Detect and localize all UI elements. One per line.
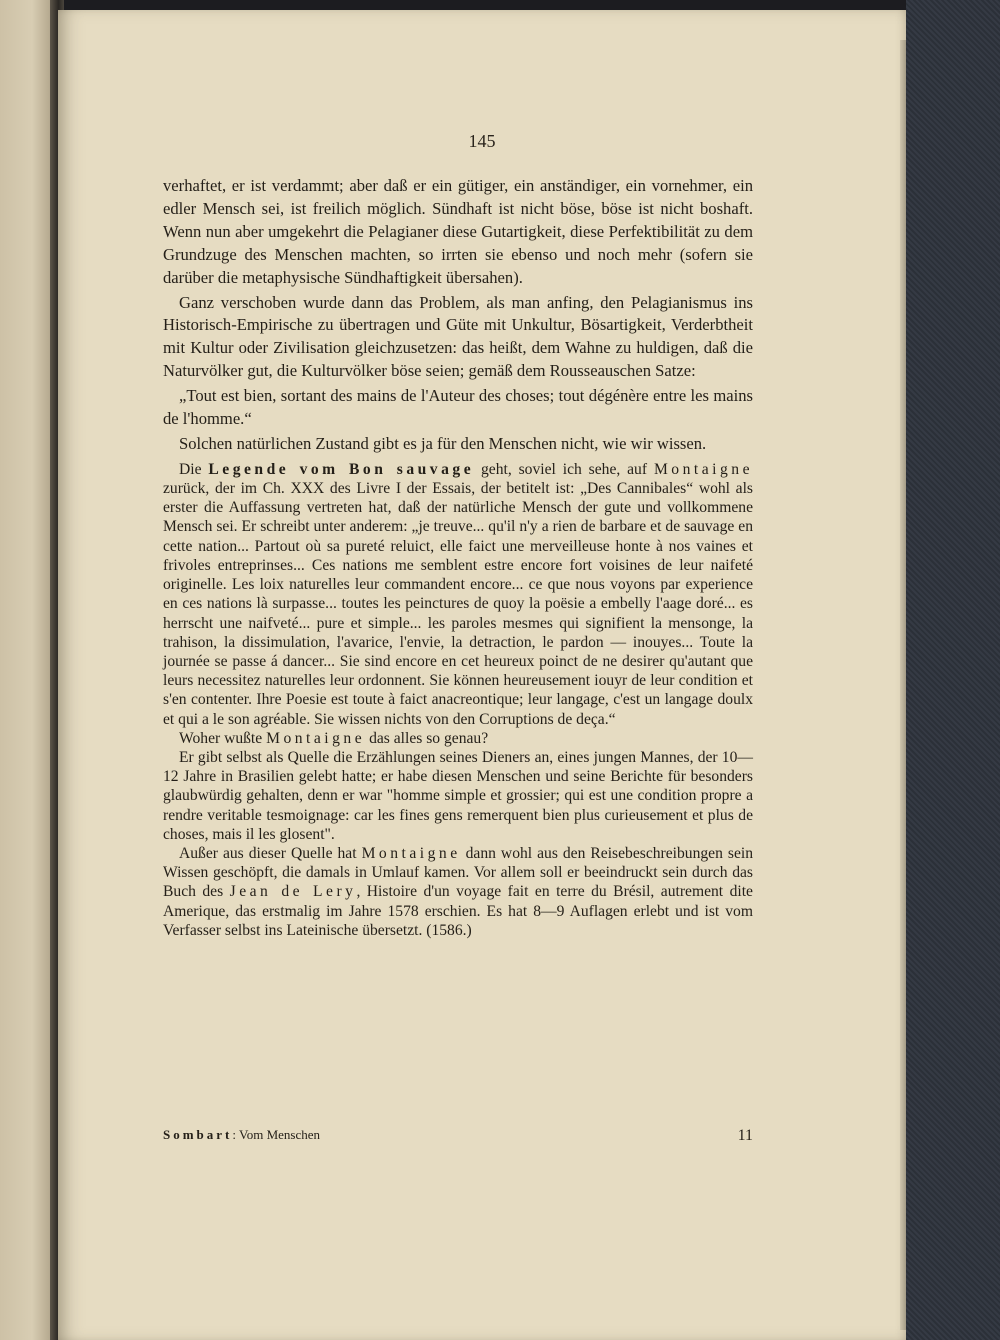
author-montaigne: Montaigne [266, 729, 366, 747]
p8-rest: , Histoire d'un voyage fait en terre du Brésil, autrement dite Amerique, das erstmalig im Jahre 1578 erschien. Es hat 8—9 Auflagen erlebt und ist vom Verfasser selbst ins Lateinische übersetzt. (1586.) [163, 883, 753, 939]
paragraph-4: Solchen natürlichen Zustand gibt es ja für den Menschen nicht, wie wir wissen. [179, 433, 707, 453]
page-number: 145 [468, 131, 496, 151]
p5-rest: zurück, der im Ch. XXX des Livre I der Essais, der betitelt ist: „Des Cannibales“ wohl als erster die Auffassung vertreten hat, daß der natürliche Mensch der gute und vollkommene Mensch sei. Er schreibt unter anderem: „je treuve... qu'il n'y a rien de barbare et de sauvage en cette nation... Partout où sa pureté reluict, elle faict une merveilleuse honte à nos vaines et frivoles entreprinses... Ces nations me semblent estre encore fort voisines de leur naifeté originelle. Les loix naturelles leur commandent encore... ce que nous voyons par experience en ces nations là surpasse... toutes les peinctures de quoy la poësie a embelly l'aage doré... es herrscht une naifveté... pure et simple... les paroles mesmes qui signifient la mensonge, la trahison, la dissimulation, l'avarice, l'envie, la detraction, le pardon — inouyes... Toute la journée se passe á dancer... Sie sind encore en cet heureux poinct de ne desirer qu'autant que leurs necessitez naturelles leur ordonnent. Sie können heureusement iouyr de leur condition et s'en contenter. Ihre Poesie est toute à faict anacreontique; leur langage, c'est un langage doulx et qui a le son agréable. Sie wissen nichts von den Corruptions de deça.“ [163, 480, 753, 728]
legend-term: Legende vom Bon sauvage [208, 460, 475, 478]
author-lery: Jean de Lery [229, 883, 357, 901]
p6-rest: das alles so genau? [369, 729, 489, 747]
p8-mid: dann wohl aus den Reisebeschreibungen sein Wissen geschöpft, die damals in Umlauf kamen. Vor allem soll er beeindruckt sein durch das Buch des [163, 844, 753, 901]
author-montaigne: Montaigne [653, 460, 753, 478]
paragraph-6 [163, 729, 753, 748]
author-montaigne: Montaigne [361, 844, 461, 862]
quote-rousseau: „Tout est bien, sortant des mains de l'Auteur des choses; tout dégénère entre les mains de l'homme.“ [163, 386, 753, 429]
footer-author: Sombart [163, 1127, 233, 1142]
paragraph-1: verhaftet, er ist verdammt; aber daß er ein gütiger, ein anständiger, ein vornehmer, ein edler Mensch sei, ist freilich möglich. Sündhaft ist nicht böse, böse ist nicht boshaft. Wenn nun aber umgekehrt die Pelagianer diese Gutartigkeit, diese Perfektibilität zu dem Grundzuge des Menschen machten, so irrten sie ebenso und noch mehr (sofern sie darüber die metaphysische Sündhaftigkeit übersahen). [163, 176, 753, 287]
footer-title: : Vom Menschen [232, 1127, 321, 1142]
signature-number: 11 [737, 1127, 753, 1144]
p5-mid: geht, soviel ich sehe, auf [481, 460, 648, 478]
footer-imprint [163, 1127, 320, 1143]
p5-start: Die [179, 460, 202, 478]
book-cover [906, 0, 1000, 1340]
paragraph-5 [163, 460, 753, 729]
p8-start: Außer aus dieser Quelle hat [179, 844, 357, 862]
body-text [163, 175, 753, 940]
paragraph-8 [163, 844, 753, 940]
p6-start: Woher wußte [179, 729, 263, 747]
paragraph-2: Ganz verschoben wurde dann das Problem, als man anfing, den Pelagianismus ins Historisch-Empirische zu übertragen und Güte mit Unkultur, Bösartigkeit, Verderbtheit mit Kultur oder Zivilisation gleichzusetzen: das heißt, dem Wahne zu huldigen, daß die Naturvölker gut, die Kulturvölker böse seien; gemäß dem Rousseauschen Satze: [163, 292, 753, 381]
paragraph-7: Er gibt selbst als Quelle die Erzählungen seines Dieners an, eines jungen Mannes, der 10—12 Jahre in Brasilien gelebt hatte; er habe diesen Menschen und seine Berichte für besonders glaubwürdig gehalten, denn er war "homme simple et grossier; qui est une condition propre a rendre veritable tesmoignage: car les fines gens remerquent bien plus curieusement et plus de choses, mais il les glosent". [163, 748, 753, 843]
